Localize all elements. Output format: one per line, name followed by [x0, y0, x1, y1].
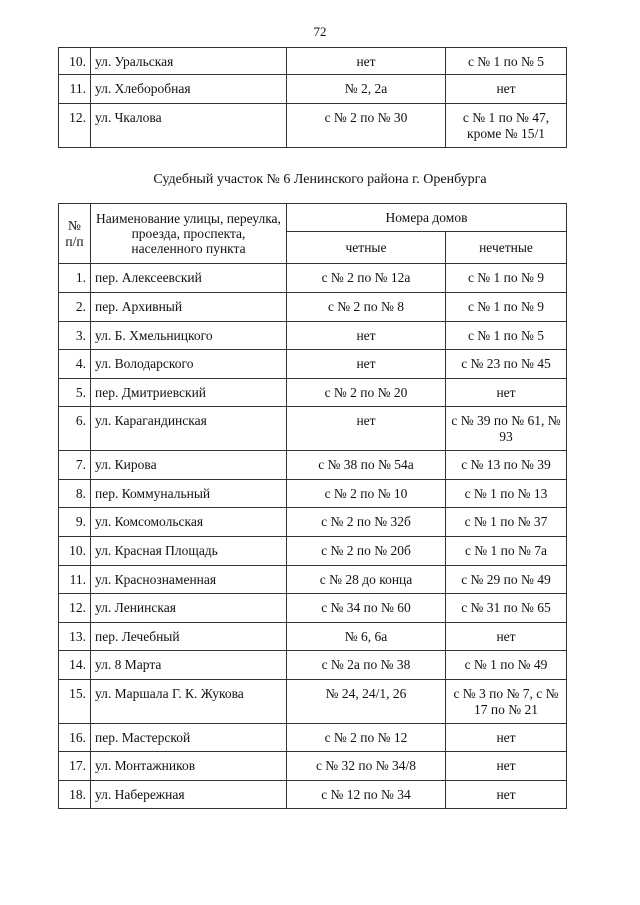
streets-table: [58, 203, 567, 809]
odd-houses: нет: [446, 724, 567, 752]
table-row: [59, 407, 567, 451]
table-row: [59, 264, 567, 293]
street-name: пер. Мастерской: [91, 724, 287, 752]
page-number: 72: [313, 24, 327, 39]
table-row: [59, 322, 567, 350]
table-row: [59, 566, 567, 594]
header-name: Наименование улицы, переулка, проезда, проспекта, населенного пункта: [91, 204, 287, 264]
odd-houses: нет: [446, 623, 567, 651]
row-number: 12.: [59, 104, 91, 148]
table-row: [59, 537, 567, 566]
table-row: [59, 379, 567, 407]
odd-houses: с № 1 по № 49: [446, 651, 567, 680]
even-houses: с № 2 по № 30: [287, 104, 446, 148]
odd-houses: с № 1 по № 5: [446, 322, 567, 350]
odd-houses: с № 13 по № 39: [446, 451, 567, 480]
street-name: ул. Володарского: [91, 350, 287, 379]
odd-houses: с № 1 по № 7а: [446, 537, 567, 566]
even-houses: нет: [287, 48, 446, 75]
odd-houses: нет: [446, 781, 567, 809]
odd-houses: с № 39 по № 61, № 93: [446, 407, 567, 451]
row-number: 13.: [59, 623, 91, 651]
table-row: [59, 594, 567, 623]
even-houses: с № 28 до конца: [287, 566, 446, 594]
even-houses: с № 2а по № 38: [287, 651, 446, 680]
row-number: 15.: [59, 680, 91, 724]
even-houses: с № 2 по № 10: [287, 480, 446, 508]
street-name: пер. Алексеевский: [91, 264, 287, 293]
row-number: 7.: [59, 451, 91, 480]
row-number: 1.: [59, 264, 91, 293]
even-houses: нет: [287, 350, 446, 379]
street-name: пер. Коммунальный: [91, 480, 287, 508]
odd-houses: нет: [446, 379, 567, 407]
odd-houses: с № 1 по № 9: [446, 293, 567, 322]
street-name: пер. Архивный: [91, 293, 287, 322]
street-name: пер. Дмитриевский: [91, 379, 287, 407]
table-row: [59, 724, 567, 752]
table-row: [59, 104, 567, 148]
street-name: ул. Хлеборобная: [91, 75, 287, 104]
even-houses: нет: [287, 407, 446, 451]
row-number: 8.: [59, 480, 91, 508]
street-name: ул. Б. Хмельницкого: [91, 322, 287, 350]
table-row: [59, 350, 567, 379]
street-name: ул. Чкалова: [91, 104, 287, 148]
row-number: 2.: [59, 293, 91, 322]
even-houses: с № 2 по № 8: [287, 293, 446, 322]
row-number: 10.: [59, 48, 91, 75]
row-number: 16.: [59, 724, 91, 752]
row-number: 17.: [59, 752, 91, 781]
odd-houses: с № 1 по № 47, кроме № 15/1: [446, 104, 567, 148]
row-number: 6.: [59, 407, 91, 451]
even-houses: с № 38 по № 54а: [287, 451, 446, 480]
table-row: [59, 623, 567, 651]
even-houses: с № 12 по № 34: [287, 781, 446, 809]
odd-houses: с № 29 по № 49: [446, 566, 567, 594]
street-name: пер. Лечебный: [91, 623, 287, 651]
row-number: 18.: [59, 781, 91, 809]
odd-houses: с № 1 по № 5: [446, 48, 567, 75]
header-odd: нечетные: [446, 232, 567, 264]
odd-houses: с № 23 по № 45: [446, 350, 567, 379]
even-houses: № 24, 24/1, 26: [287, 680, 446, 724]
odd-houses: с № 1 по № 9: [446, 264, 567, 293]
table-row: [59, 75, 567, 104]
even-houses: с № 2 по № 12а: [287, 264, 446, 293]
continued-table: [58, 47, 567, 148]
odd-houses: с № 3 по № 7, с № 17 по № 21: [446, 680, 567, 724]
street-name: ул. Комсомольская: [91, 508, 287, 537]
even-houses: с № 2 по № 20б: [287, 537, 446, 566]
odd-houses: с № 1 по № 37: [446, 508, 567, 537]
table-row: [59, 48, 567, 75]
row-number: 12.: [59, 594, 91, 623]
section-title: Судебный участок № 6 Ленинского района г. Оренбурга: [153, 172, 487, 187]
odd-houses: нет: [446, 752, 567, 781]
odd-houses: с № 31 по № 65: [446, 594, 567, 623]
row-number: 11.: [59, 75, 91, 104]
street-name: ул. Ленинская: [91, 594, 287, 623]
even-houses: с № 2 по № 32б: [287, 508, 446, 537]
street-name: ул. Краснознаменная: [91, 566, 287, 594]
row-number: 9.: [59, 508, 91, 537]
street-name: ул. Карагандинская: [91, 407, 287, 451]
street-name: ул. Монтажников: [91, 752, 287, 781]
table-row: [59, 480, 567, 508]
even-houses: № 2, 2а: [287, 75, 446, 104]
even-houses: № 6, 6а: [287, 623, 446, 651]
table-row: [59, 508, 567, 537]
table-header-row: [59, 204, 567, 232]
odd-houses: нет: [446, 75, 567, 104]
row-number: 10.: [59, 537, 91, 566]
odd-houses: с № 1 по № 13: [446, 480, 567, 508]
header-houses: Номера домов: [287, 204, 567, 232]
even-houses: с № 34 по № 60: [287, 594, 446, 623]
street-name: ул. Маршала Г. К. Жукова: [91, 680, 287, 724]
even-houses: с № 32 по № 34/8: [287, 752, 446, 781]
row-number: 5.: [59, 379, 91, 407]
table-row: [59, 680, 567, 724]
even-houses: с № 2 по № 12: [287, 724, 446, 752]
header-even: четные: [287, 232, 446, 264]
street-name: ул. Красная Площадь: [91, 537, 287, 566]
row-number: 14.: [59, 651, 91, 680]
table-row: [59, 451, 567, 480]
street-name: ул. Уральская: [91, 48, 287, 75]
even-houses: нет: [287, 322, 446, 350]
even-houses: с № 2 по № 20: [287, 379, 446, 407]
street-name: ул. Кирова: [91, 451, 287, 480]
header-num: № п/п: [59, 204, 91, 264]
street-name: ул. Набережная: [91, 781, 287, 809]
row-number: 11.: [59, 566, 91, 594]
street-name: ул. 8 Марта: [91, 651, 287, 680]
table-row: [59, 781, 567, 809]
table-row: [59, 651, 567, 680]
row-number: 3.: [59, 322, 91, 350]
table-row: [59, 293, 567, 322]
table-row: [59, 752, 567, 781]
row-number: 4.: [59, 350, 91, 379]
